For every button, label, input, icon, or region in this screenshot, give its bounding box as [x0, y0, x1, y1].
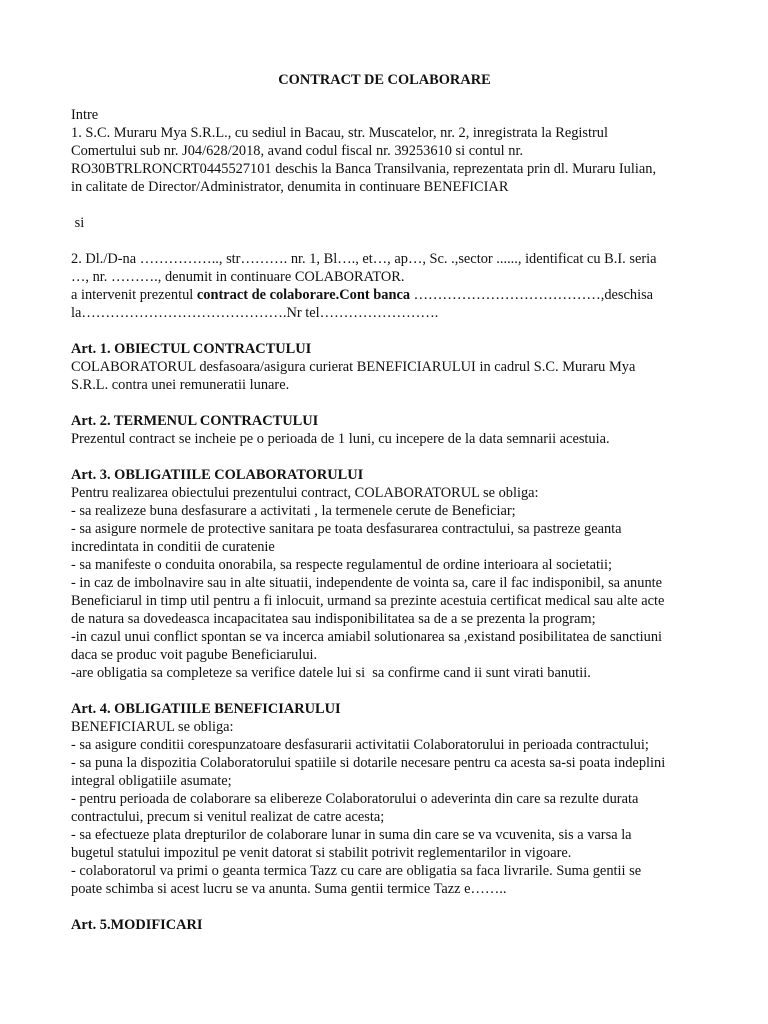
- article-heading: Art. 1. OBIECTUL CONTRACTULUI: [71, 341, 312, 357]
- article-heading: Art. 3. OBLIGATIILE COLABORATORULUI: [71, 467, 364, 483]
- article-line: - sa asigure conditii corespunzatoare desfasurarii activitatii Colaboratorului in perioada contractului;: [71, 737, 649, 753]
- article-line: poate schimba si acest lucru se va anunta. Suma gentii termice Tazz e……..: [71, 881, 507, 897]
- party2: [71, 250, 698, 322]
- article-line: - colaboratorul va primi o geanta termica Tazz cu care are obligatia sa faca livrarile. Suma gentii se: [71, 863, 642, 879]
- si-text: si: [71, 215, 85, 231]
- article-4: [71, 700, 698, 898]
- party2-contract-line: [71, 286, 698, 304]
- article-heading: Art. 5.MODIFICARI: [71, 917, 203, 933]
- article-heading: Art. 4. OBLIGATIILE BENEFICIARULUI: [71, 701, 341, 717]
- intro-line: in calitate de Director/Administrator, denumita in continuare BENEFICIAR: [71, 179, 509, 195]
- intro-line: RO30BTRLRONCRT0445527101 deschis la Banca Transilvania, reprezentata prin dl. Muraru Iulian,: [71, 161, 657, 177]
- intro-line: Intre: [71, 107, 99, 123]
- article-line: - in caz de imbolnavire sau in alte situatii, independente de vointa sa, care il fac indisponibil, sa anunte: [71, 575, 663, 591]
- document-title: CONTRACT DE COLABORARE: [278, 72, 491, 88]
- article-line: Prezentul contract se incheie pe o perioada de 1 luni, cu incepere de la data semnarii acestuia.: [71, 431, 610, 447]
- article-line: daca se produc voit pagube Beneficiarului.: [71, 647, 318, 663]
- article-3: [71, 466, 698, 682]
- article-line: - sa puna la dispozitia Colaboratorului spatiile si dotarile necesare pentru ca acesta sa-si poata indeplini: [71, 755, 666, 771]
- article-line: -are obligatia sa completeze sa verifice datele lui si sa confirme cand ii sunt virati banutii.: [71, 665, 591, 681]
- article-1: [71, 340, 698, 394]
- article-line: - sa asigure normele de protective sanitara pe toata desfasurarea contractului, sa pastreze geanta: [71, 521, 622, 537]
- article-5: [71, 916, 698, 934]
- party2-line3-bold: contract de colaborare.Cont banca: [196, 287, 411, 303]
- article-line: Beneficiarul in timp util pentru a fi inlocuit, urmand sa prezinte acestuia certificat medical sau alte acte: [71, 593, 665, 609]
- article-line: Pentru realizarea obiectului prezentului contract, COLABORATORUL se obliga:: [71, 485, 539, 501]
- intro-line: Comertului sub nr. J04/628/2018, avand codul fiscal nr. 39253610 si contul nr.: [71, 143, 524, 159]
- article-line: - pentru perioada de colaborare sa elibereze Colaboratorului o adeverinta din care sa rezulte durata: [71, 791, 639, 807]
- party2-line3-prefix: a intervenit prezentul: [71, 287, 197, 303]
- article-line: integral obligatiile asumate;: [71, 773, 232, 789]
- article-line: - sa efectueze plata drepturilor de colaborare lunar in suma din care se va vcuvenita, sis a varsa la: [71, 827, 632, 843]
- article-line: de natura sa dovedeasca incapacitatea sau indisponibilitatea sa de a se prezenta la program;: [71, 611, 596, 627]
- article-line: S.R.L. contra unei remuneratii lunare.: [71, 377, 290, 393]
- intro-line: 1. S.C. Muraru Mya S.R.L., cu sediul in Bacau, str. Muscatelor, nr. 2, inregistrata la Registrul: [71, 125, 608, 141]
- party2-line3-suffix: …………………………………,deschisa: [410, 287, 654, 303]
- article-2: [71, 412, 698, 448]
- conjunction-si: [71, 214, 698, 232]
- article-line: -in cazul unui conflict spontan se va incerca amiabil solutionarea sa ,existand posibilitatea de sanctiuni: [71, 629, 663, 645]
- article-line: incredintata in conditii de curatenie: [71, 539, 275, 555]
- article-line: BENEFICIARUL se obliga:: [71, 719, 234, 735]
- article-line: contractului, precum si venitul realizat de catre acesta;: [71, 809, 385, 825]
- article-line: - sa realizeze buna desfasurare a activitati , la termenele cerute de Beneficiar;: [71, 503, 516, 519]
- party2-line: 2. Dl./D-na …………….., str………. nr. 1, Bl…., et…, ap…, Sc. .,sector ......, identificat cu B.I. seria: [71, 251, 657, 267]
- article-line: COLABORATORUL desfasoara/asigura curierat BENEFICIARULUI in cadrul S.C. Muraru Mya: [71, 359, 636, 375]
- article-heading: Art. 2. TERMENUL CONTRACTULUI: [71, 413, 319, 429]
- party2-line: …, nr. ………., denumit in continuare COLABORATOR.: [71, 269, 405, 285]
- intro-party1: [71, 106, 698, 196]
- article-line: bugetul statului impozitul pe venit datorat si stabilit potrivit reglementarilor in vigoare.: [71, 845, 572, 861]
- article-line: - sa manifeste o conduita onorabila, sa respecte regulamentul de ordine interioara al societatii;: [71, 557, 613, 573]
- party2-line: la…………………………………….Nr tel…………………….: [71, 305, 439, 321]
